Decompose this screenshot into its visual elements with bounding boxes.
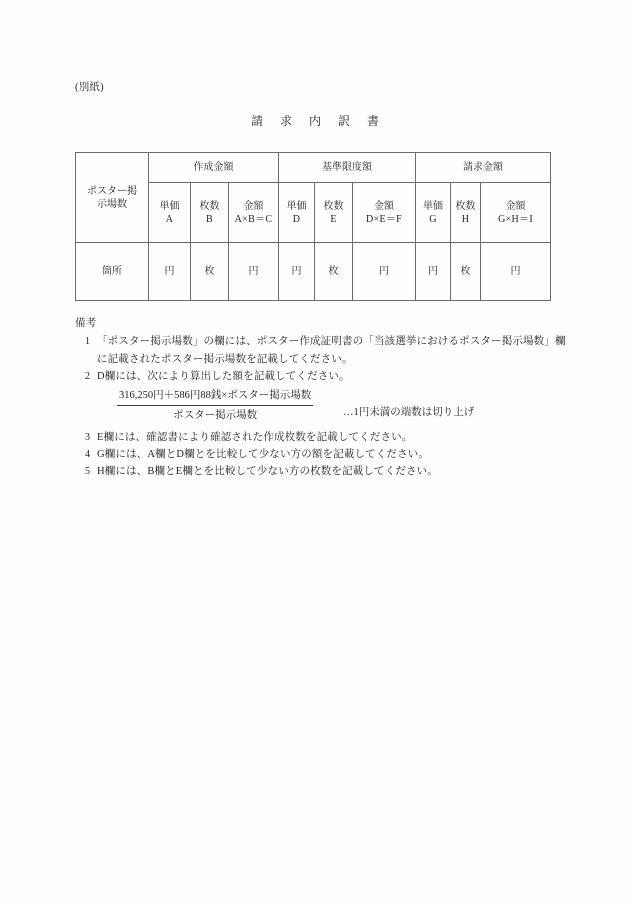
billing-breakdown-table-wrap: [75, 152, 550, 301]
remark-text: G欄には、A欄とD欄とを比較して少ない方の額を記載してください。: [97, 449, 430, 461]
sub-header-label: 枚数: [323, 200, 344, 212]
remarks-section: [75, 315, 575, 481]
remarks-heading: 備考: [75, 318, 97, 329]
remark-item-5: [75, 463, 575, 480]
entry-cell-sheets-e[interactable]: 枚: [315, 243, 353, 301]
remark-text: H欄には、B欄とE欄とを比較して少ない方の枚数を記載してください。: [97, 466, 438, 478]
sub-header-amount-f: [353, 183, 416, 243]
entry-cell-amount-f[interactable]: 円: [353, 243, 416, 301]
calculation-formula: [75, 387, 575, 429]
sub-header-sheets-h: [451, 183, 481, 243]
sub-header-unit-price-d: [279, 183, 315, 243]
remark-item-4: [75, 446, 575, 463]
sub-header-sheets-e: [315, 183, 353, 243]
entry-cell-unit-price-g[interactable]: 円: [416, 243, 451, 301]
sub-header-label: 単価: [159, 200, 180, 212]
attachment-label: (別紙): [75, 82, 104, 93]
table-row: [76, 243, 551, 301]
remark-item-3: [75, 429, 575, 446]
sub-header-code: H: [461, 213, 470, 225]
formula-numerator: 316,250円＋586円88銭×ポスター掲示場数: [117, 387, 313, 406]
remark-number: 5: [85, 466, 91, 478]
entry-cell-amount-c[interactable]: 円: [229, 243, 279, 301]
sub-header-code: A: [165, 213, 174, 225]
entry-cell-amount-i[interactable]: 円: [481, 243, 551, 301]
sub-header-label: 金額: [243, 200, 264, 212]
sub-header-code: G×H＝I: [498, 213, 533, 225]
remark-number: 4: [85, 449, 91, 461]
sub-header-label: 枚数: [199, 200, 220, 212]
group-header-billing-amount: 請求金額: [416, 153, 551, 183]
sub-header-label: 単価: [423, 200, 444, 212]
sub-header-code: D×E＝F: [366, 213, 403, 225]
sub-header-unit-price-g: [416, 183, 451, 243]
group-header-creation-amount: 作成金額: [149, 153, 279, 183]
entry-cell-sheets-h[interactable]: 枚: [451, 243, 481, 301]
sub-header-label: 金額: [505, 200, 526, 212]
sub-header-sheets-b: [191, 183, 229, 243]
sub-header-code: D: [292, 213, 301, 225]
sub-header-code: G: [429, 213, 437, 225]
table-header-group-row: [76, 153, 551, 183]
sub-header-code: B: [206, 213, 213, 225]
formula-fraction: [117, 387, 313, 424]
remark-text: D欄には、次により算出した額を記載してください。: [97, 371, 350, 383]
remark-item-2: [75, 368, 575, 385]
sub-header-label: 枚数: [455, 200, 476, 212]
sub-header-unit-price-a: [149, 183, 191, 243]
billing-breakdown-table: [75, 152, 551, 301]
document-title: 請 求 内 訳 書: [250, 114, 386, 128]
entry-cell-sheets-b[interactable]: 枚: [191, 243, 229, 301]
sub-header-code: A×B＝C: [234, 213, 273, 225]
row-header-poster-sites: ポスター掲 示場数: [76, 153, 149, 243]
remark-number: 2: [85, 371, 91, 383]
remark-number: 3: [85, 431, 91, 443]
sub-header-label: 金額: [374, 200, 395, 212]
remark-text: 「ポスター掲示場数」の欄には、ポスター作成証明書の「当該選挙におけるポスター掲示場数」欄に記載されたポスター掲示場数を記載してください。: [97, 336, 566, 365]
remark-item-1: [75, 333, 575, 368]
sub-header-amount-c: [229, 183, 279, 243]
formula-annotation: …1円未満の端数は切り上げ: [343, 406, 475, 418]
remark-number: 1: [85, 336, 91, 348]
remark-text: E欄には、確認書により確認された作成枚数を記載してください。: [97, 431, 413, 443]
entry-cell-unit-price-d[interactable]: 円: [279, 243, 315, 301]
entry-cell-unit-price-a[interactable]: 円: [149, 243, 191, 301]
entry-cell-poster-sites[interactable]: 箇所: [76, 243, 149, 301]
formula-denominator: ポスター掲示場数: [173, 409, 258, 421]
sub-header-code: E: [330, 213, 337, 225]
sub-header-amount-i: [481, 183, 551, 243]
group-header-standard-limit: 基準限度額: [279, 153, 416, 183]
sub-header-label: 単価: [286, 200, 307, 212]
